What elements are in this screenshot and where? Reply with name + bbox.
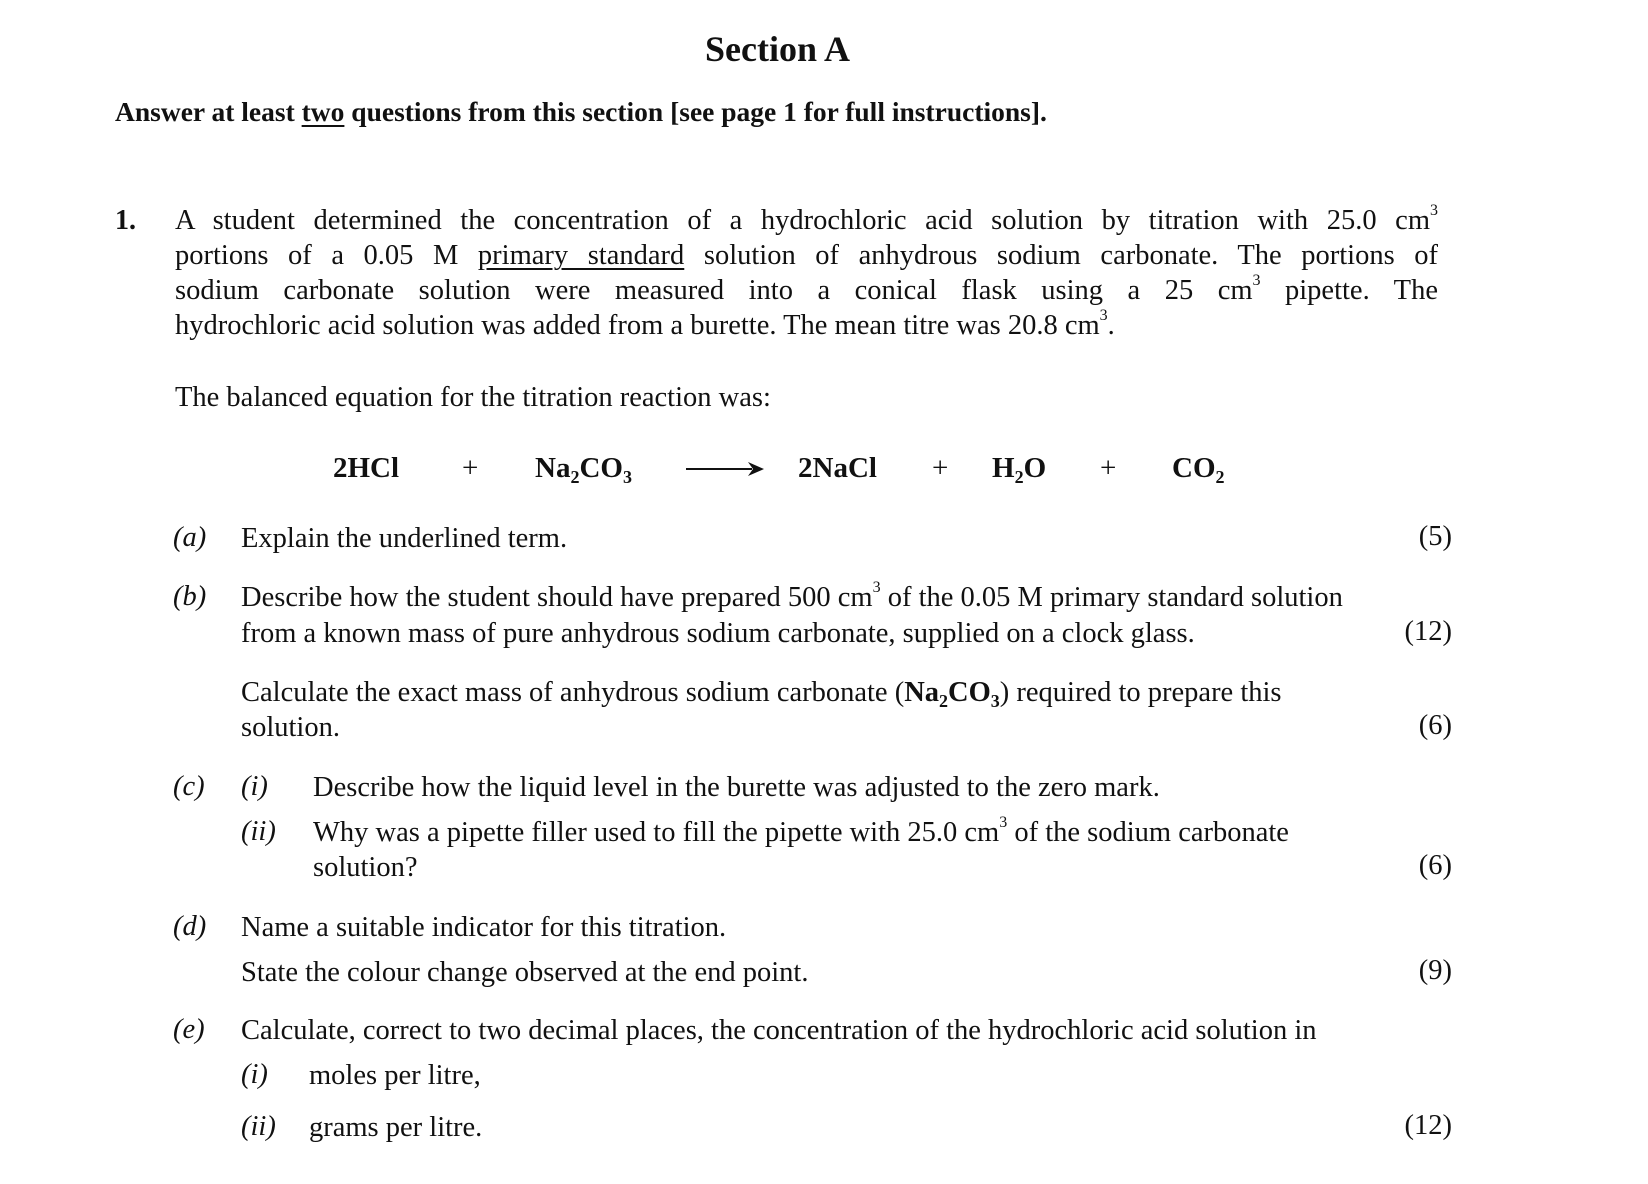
- part-e-ii-label-text: (ii): [241, 1111, 276, 1142]
- part-d-label: [173, 911, 206, 943]
- part-b-line-1-b: of the 0.05 M primary standard solution: [880, 582, 1343, 613]
- intro-line-3: [175, 273, 1438, 308]
- eq-o: O: [1023, 452, 1047, 484]
- eq-plus-2: +: [932, 452, 949, 484]
- part-b-calc-line-2: solution.: [241, 712, 340, 743]
- sup-3: 3: [1430, 202, 1438, 219]
- question-number: 1.: [115, 205, 136, 236]
- part-e-i-label: [241, 1059, 268, 1091]
- part-c-ii-label: [241, 816, 276, 848]
- part-e-label: [173, 1014, 205, 1046]
- eq-co2-co: CO: [1172, 452, 1216, 484]
- sup-3: 3: [1099, 307, 1108, 324]
- part-d-line-2: State the colour change observed at the end point.: [241, 957, 809, 988]
- part-e-text: Calculate, correct to two decimal places, the concentration of the hydrochloric acid solution in: [241, 1015, 1317, 1046]
- sup-3: 3: [872, 579, 881, 596]
- part-c-ii-label-text: (ii): [241, 816, 276, 847]
- part-b-label-text: (b): [173, 581, 207, 612]
- section-instructions: [115, 96, 1047, 128]
- eq-na: Na: [535, 452, 571, 484]
- eq-reactant-na2co3: [535, 452, 632, 485]
- part-d-line-1: Name a suitable indicator for this titration.: [241, 912, 727, 943]
- part-c-ii-line-1: [313, 815, 1289, 850]
- part-c-label: [173, 771, 205, 803]
- intro-line-1-text: A student determined the concentration of a hydrochloric acid solution by titration with 25.0 cm: [175, 205, 1430, 236]
- eq-plus-3: +: [1100, 452, 1117, 484]
- part-c-ii-a: Why was a pipette filler used to fill the pipette with 25.0 cm: [313, 817, 1000, 848]
- part-c-marks: (6): [1418, 850, 1452, 881]
- part-b-line-1-a: Describe how the student should have prepared 500 cm: [241, 582, 873, 613]
- intro-line-4-a: hydrochloric acid solution was added from a burette. The mean titre was 20.8 cm: [175, 310, 1100, 341]
- intro-line-2-b: solution of anhydrous sodium carbonate. The portions of: [684, 240, 1438, 271]
- eq-product-nacl: 2NaCl: [798, 452, 877, 484]
- formula-co: CO: [948, 677, 991, 708]
- intro-line-1: [175, 203, 1438, 238]
- eq-reactant-hcl: 2HCl: [333, 452, 400, 484]
- part-a-text: Explain the underlined term.: [241, 523, 568, 554]
- instructions-emphasis: two: [301, 96, 345, 127]
- part-b-line-1: [241, 580, 1343, 615]
- part-d-label-text: (d): [173, 911, 207, 942]
- intro-line-2: [175, 238, 1438, 273]
- eq-product-co2: [1172, 452, 1225, 485]
- part-d-marks: (9): [1418, 955, 1452, 986]
- sup-3: 3: [1252, 272, 1261, 289]
- equation-lead: The balanced equation for the titration reaction was:: [175, 382, 771, 413]
- part-b-marks-2: (6): [1418, 710, 1452, 741]
- part-b-calc-line-1: [241, 675, 1282, 710]
- part-e-i-text: moles per litre,: [309, 1060, 481, 1091]
- underlined-term: primary standard: [477, 240, 685, 271]
- sup-3: 3: [999, 814, 1008, 831]
- part-c-ii-line-2: solution?: [313, 852, 418, 883]
- part-e-i-label-text: (i): [241, 1059, 268, 1090]
- part-a-label-text: (a): [173, 522, 207, 553]
- formula-sub-3: 3: [990, 691, 1000, 711]
- formula-na: Na: [904, 677, 940, 708]
- part-c-i-text: Describe how the liquid level in the burette was adjusted to the zero mark.: [313, 772, 1160, 803]
- part-b-marks-1: (12): [1404, 616, 1452, 647]
- part-b-label: [173, 581, 206, 613]
- eq-co: CO: [579, 452, 623, 484]
- part-b-calc-a: Calculate the exact mass of anhydrous sodium carbonate (: [241, 677, 905, 708]
- part-c-ii-b: of the sodium carbonate: [1007, 817, 1289, 848]
- intro-line-3-a: sodium carbonate solution were measured into a conical flask using a 25 cm: [175, 275, 1253, 306]
- reaction-arrow-icon: [686, 460, 766, 478]
- part-e-ii-text: grams per litre.: [309, 1112, 483, 1143]
- eq-sub-3: 3: [622, 467, 632, 487]
- instructions-post: questions from this section [see page 1 for full instructions].: [344, 96, 1047, 127]
- part-e-label-text: (e): [173, 1014, 205, 1045]
- part-a-label: [173, 522, 206, 554]
- part-c-i-label: [241, 771, 268, 803]
- part-b-line-2: from a known mass of pure anhydrous sodium carbonate, supplied on a clock glass.: [241, 618, 1195, 649]
- formula-sub-2: 2: [939, 691, 949, 711]
- intro-line-4: [175, 308, 1115, 343]
- part-c-i-label-text: (i): [241, 771, 268, 802]
- part-e-ii-label: [241, 1111, 276, 1143]
- part-b-calc-b: ) required to prepare this: [999, 677, 1282, 708]
- part-e-marks: (12): [1404, 1110, 1452, 1141]
- section-title: Section A: [704, 29, 850, 69]
- part-c-label-text: (c): [173, 771, 205, 802]
- intro-line-3-b: pipette. The: [1260, 275, 1438, 306]
- instructions-pre: Answer at least: [115, 96, 302, 127]
- eq-sub-2: 2: [570, 467, 580, 487]
- eq-sub-2: 2: [1014, 467, 1024, 487]
- eq-h: H: [992, 452, 1015, 484]
- eq-plus-1: +: [462, 452, 479, 484]
- intro-line-2-a: portions of a 0.05 M: [175, 240, 478, 271]
- eq-sub-2: 2: [1215, 467, 1225, 487]
- eq-product-h2o: [992, 452, 1046, 485]
- intro-line-4-b: .: [1107, 310, 1115, 341]
- part-a-marks: (5): [1418, 521, 1452, 552]
